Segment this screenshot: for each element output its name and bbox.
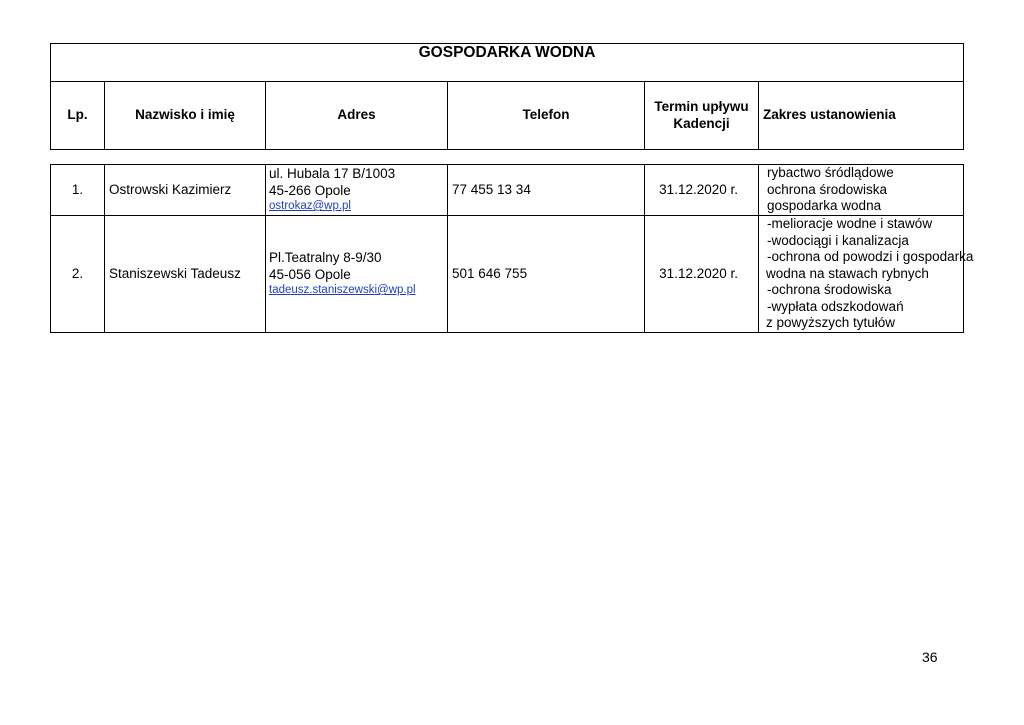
term-date: 31.12.2020 r. (645, 216, 759, 333)
column-header-term (645, 82, 759, 150)
row-number: 2. (51, 216, 105, 333)
scope-cell (759, 165, 964, 216)
scope-item: wodna na stawach rybnych (766, 265, 929, 281)
column-header-scope: Zakres ustanowienia (759, 82, 964, 150)
table-row (51, 216, 964, 333)
address-cell (266, 165, 448, 216)
header-table (50, 43, 964, 150)
page-number: 36 (922, 649, 938, 665)
scope-item: -wodociągi i kanalizacja (767, 232, 909, 248)
column-header-phone: Telefon (448, 82, 645, 150)
column-header-term-line2: Kadencji (673, 115, 730, 131)
address-line: Pl.Teatralny 8-9/30 (269, 250, 382, 265)
page-title: GOSPODARKA WODNA (51, 44, 964, 82)
address-line: ul. Hubala 17 B/1003 (269, 166, 396, 181)
address-line: 45-056 Opole (269, 266, 351, 282)
members-table (50, 164, 974, 333)
row-number: 1. (51, 165, 105, 216)
term-date: 31.12.2020 r. (645, 165, 759, 216)
scope-item: gospodarka wodna (767, 198, 882, 214)
column-header-address: Adres (266, 82, 448, 150)
scope-item: -wypłata odszkodowań (767, 298, 904, 314)
person-name: Ostrowski Kazimierz (105, 165, 266, 216)
scope-item: z powyższych tytułów (766, 315, 896, 331)
phone-number: 501 646 755 (448, 216, 645, 333)
column-header-lp: Lp. (51, 82, 105, 150)
column-header-term-line1: Termin upływu (654, 99, 749, 114)
scope-item: rybactwo śródlądowe (767, 165, 894, 181)
email-link[interactable]: ostrokaz@wp.pl (269, 200, 351, 212)
person-name: Staniszewski Tadeusz (105, 216, 266, 333)
scope-item: -ochrona od powodzi i gospodarka (767, 249, 974, 265)
address-line: 45-266 Opole (269, 182, 351, 198)
scope-cell (759, 216, 974, 333)
email-link[interactable]: tadeusz.staniszewski@wp.pl (269, 284, 416, 296)
table-row (51, 165, 964, 216)
scope-item: -ochrona środowiska (767, 282, 892, 298)
address-cell (266, 216, 448, 333)
phone-number: 77 455 13 34 (448, 165, 645, 216)
scope-item: ochrona środowiska (767, 181, 888, 197)
column-header-name: Nazwisko i imię (105, 82, 266, 150)
scope-item: -melioracje wodne i stawów (767, 216, 933, 232)
